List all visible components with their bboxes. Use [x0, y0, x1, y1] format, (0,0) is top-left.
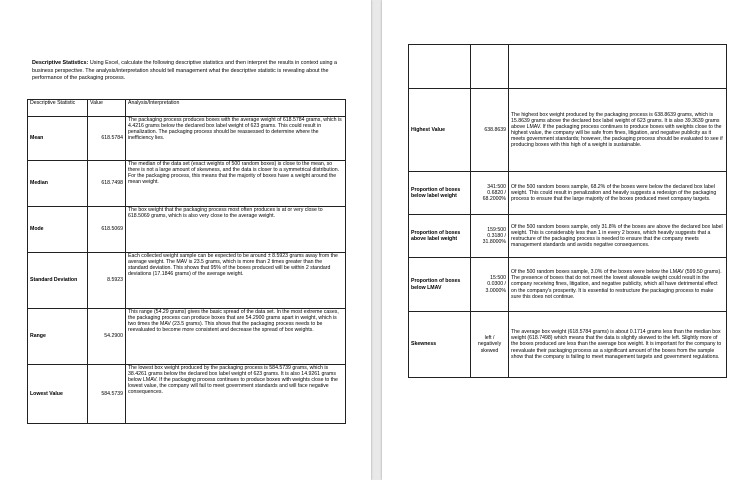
table-row [28, 253, 346, 309]
table-row [409, 89, 727, 172]
header-interpretation: Analysis/Interpretation [126, 100, 346, 117]
intro-heading: Descriptive Statistics: [32, 60, 89, 66]
statistic-value: 618.7498 [88, 161, 126, 207]
value-line: negatively [477, 341, 502, 348]
statistic-name: Proportion of boxes below label weight [409, 172, 471, 215]
statistic-name: Lowest Value [28, 365, 88, 424]
statistic-name: Proportion of boxes above label weight [409, 215, 471, 258]
statistic-interpretation: This range (54.29 grams) gives the basic spread of the data set. In the most extreme cases, the packaging process can produce boxes that are 54.2900 grams apart in weight, which is two times the MAV (23.5 grams). This shows that the packaging process needs to be reevaluated to become more consistent and decrease the spread of box weights. [126, 309, 346, 365]
empty-header-cell [409, 45, 471, 89]
statistic-interpretation: Of the 500 random boxes sample, 68.2% of the boxes were below the declared box label weight. This could result in penalization and heavily suggests a redesign of the packaging process to ensure that the large majority of the boxes produced meet company targets. [509, 172, 727, 215]
statistic-value: 54.2900 [88, 309, 126, 365]
table-row [28, 207, 346, 253]
statistic-interpretation: The highest box weight produced by the packaging process is 638.8639 grams, which is 15.8639 grams above the declared box label weight of 623 grams. It is also 39.3639 grams above LMAV. If the packaging process continues to produce boxes with weights close to the highest value, the company will be safe from fines, litigation, and negative publicity as it meets government standards; however, the packaging process should be evaluated to see if producing boxes with this high of a weight is sustainable. [509, 89, 727, 172]
statistic-name: Mode [28, 207, 88, 253]
statistic-value: 584.5739 [88, 365, 126, 424]
statistic-name: Proportion of boxes below LMAV [409, 258, 471, 312]
value-percent: 3.0000% [485, 287, 506, 294]
statistic-value: 618.5784 [88, 117, 126, 161]
statistic-interpretation: Of the 500 random boxes sample, 3.0% of the boxes were below the LMAV (599.50 grams). The presence of boxes that do not meet the lowest allowable weight could result in the company receiving fines, litigation, and negative publicity, which all have detrimental effect on the company's prosperity. It is essential to restructure the packaging process to make sure this does not continue. [509, 258, 727, 312]
empty-header-cell [471, 45, 509, 89]
statistic-value [471, 312, 509, 378]
value-percent: 68.2000% [482, 196, 506, 203]
value-ratio: 341:500 [487, 183, 506, 190]
value-ratio: 15:500 [490, 275, 506, 282]
statistic-interpretation: Each collected weight sample can be expected to be around ± 8.5923 grams away from the average weight. The MAV is 23.5 grams, which is more than 2 times greater than the standard deviation. This shows that 95% of the boxes produced will be within 2 standard deviations (17.1846 grams) of the average weight. [126, 253, 346, 309]
table-row [28, 117, 346, 161]
statistic-interpretation: The lowest box weight produced by the packaging process is 584.5739 grams, which is 38.4261 grams below the declared box label weight of 623 grams. It is also 14.9261 grams below LMAV. If the packaging process continues to produce boxes with weights close to the lowest value, the company will fail to meet government standards and will face negative consequences. [126, 365, 346, 424]
statistic-name: Skewness [409, 312, 471, 378]
table-header-row [28, 100, 346, 117]
header-value: Value [88, 100, 126, 117]
table-header-row-empty [409, 45, 727, 89]
statistic-interpretation: The median of the data set (exact weights of 500 random boxes) is close to the mean, so there is not a large amount of skewness, and the data is closer to a symmetrical distribution. For the packaging process, this means that the majority of boxes have a weight around the mean weight. [126, 161, 346, 207]
statistic-interpretation: The box weight that the packaging process most often produces is at or very close to 618.5069 grams, which is also very close to the average weight. [126, 207, 346, 253]
table-row [409, 172, 727, 215]
statistic-interpretation: The packaging process produces boxes with the average weight of 618.5784 grams, which is 4.4216 grams below the declared box label weight of 623 grams. This could result in penalization. The packaging process should be reassessed to determine where the inefficiency lies. [126, 117, 346, 161]
statistic-value [471, 258, 509, 312]
value-decimal: 0.6820 / [487, 189, 506, 196]
statistic-name: Median [28, 161, 88, 207]
statistic-interpretation: The average box weight (618.5784 grams) is about 0.1714 grams less than the median box weight (618.7498) which means that the data is slightly skewed to the left. Slightly more of the boxes produced are less than the average box weight. It is important for the company to reevaluate their packaging process as a significant amount of the boxes from the sample show that the company is failing to meet management targets and government regulations. [509, 312, 727, 378]
table-row [409, 258, 727, 312]
statistic-name: Standard Deviation [28, 253, 88, 309]
table-row [409, 215, 727, 258]
document-page-left [0, 0, 371, 480]
statistic-name: Range [28, 309, 88, 365]
value-ratio: 159:500 [487, 226, 506, 233]
value-decimal: 0.0300 / [487, 281, 506, 288]
statistic-name: Mean [28, 117, 88, 161]
table-row [28, 365, 346, 424]
header-statistic: Descriptive Statistic [28, 100, 88, 117]
statistic-value [471, 172, 509, 215]
statistic-value: 8.5923 [88, 253, 126, 309]
descriptive-statistics-table-continued [408, 44, 727, 378]
value-percent: 31.8000% [482, 239, 506, 246]
table-row [409, 312, 727, 378]
table-row [28, 161, 346, 207]
intro-text: Using Excel, calculate the following descriptive statistics and then interpret the results in context using a business perspective. The analysis/interpretation should tell management what the descriptive statistic is revealing about the performance of the packaging process. [32, 60, 338, 82]
statistic-value: 638.8639 [471, 89, 509, 172]
table-row [28, 309, 346, 365]
value-line: left / [484, 335, 495, 342]
intro-paragraph [32, 60, 342, 83]
statistic-name: Highest Value [409, 89, 471, 172]
document-page-right [382, 0, 756, 480]
statistic-interpretation: Of the 500 random boxes sample, only 31.8% of the boxes are above the declared box label weight. This is considerably less than 1 in every 2 boxes, which heavily suggests that a restructure of the packaging process is needed to ensure that the company meets management standards and avoids negative consequences. [509, 215, 727, 258]
value-decimal: 0.3180 / [487, 232, 506, 239]
statistic-value: 618.5069 [88, 207, 126, 253]
descriptive-statistics-table [27, 99, 346, 424]
empty-header-cell [509, 45, 727, 89]
statistic-value [471, 215, 509, 258]
value-line: skewed [480, 347, 499, 354]
